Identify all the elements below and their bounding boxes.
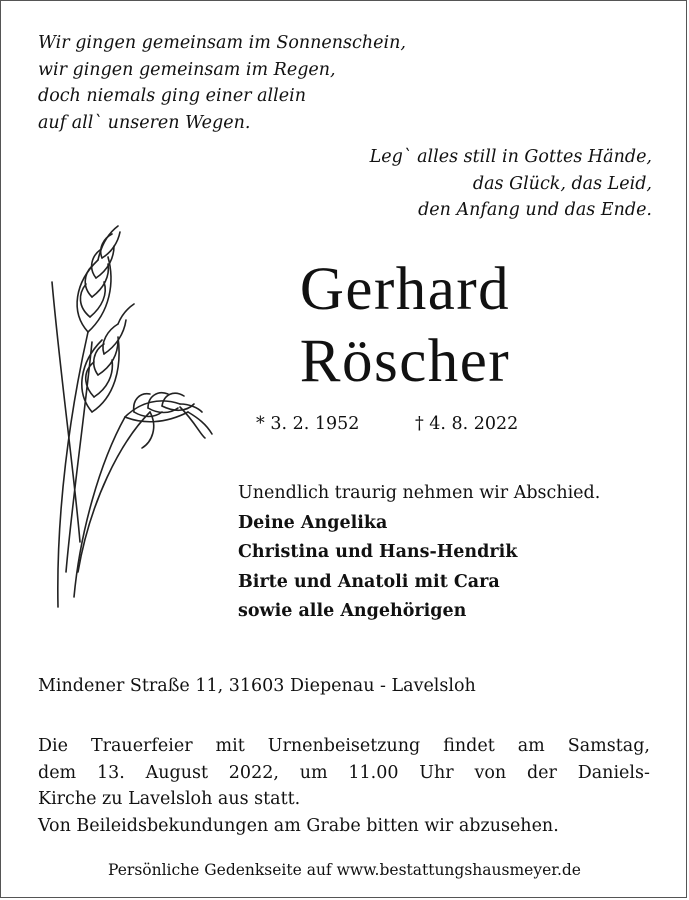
- poem-right-line: den Anfang und das Ende.: [418, 200, 652, 220]
- farewell-intro: Unendlich traurig nehmen wir Abschied.: [238, 483, 601, 503]
- life-dates: [256, 414, 518, 434]
- mourner: Deine Angelika: [238, 512, 388, 533]
- website-note[interactable]: Persönliche Gedenkseite auf www.bestattungshausmeyer.de: [108, 861, 581, 879]
- ceremony-line-1: [38, 733, 650, 760]
- poem-left-line: doch niemals ging einer allein: [38, 86, 306, 106]
- address: Mindener Straße 11, 31603 Diepenau - Lavelsloh: [38, 676, 476, 696]
- poem-left-line: wir gingen gemeinsam im Regen,: [38, 59, 336, 80]
- ceremony-word: Trauerfeier: [90, 736, 193, 756]
- birth-date: * 3. 2. 1952: [256, 414, 360, 434]
- ceremony-word: von: [474, 762, 507, 783]
- poem-right-line: das Glück, das Leid,: [472, 173, 652, 194]
- ceremony-word: Uhr: [419, 762, 454, 783]
- last-name: Röscher: [299, 328, 511, 395]
- ceremony-word: Samstag,: [567, 736, 650, 756]
- poem-left-line: auf all` unseren Wegen.: [38, 112, 251, 133]
- ceremony-word: um: [299, 762, 328, 783]
- ceremony-word: Daniels-: [577, 762, 650, 783]
- deceased-name: [240, 254, 570, 398]
- poem-right-line: Leg` alles still in Gottes Hände,: [369, 147, 652, 167]
- ceremony-word: am: [517, 736, 545, 756]
- ceremony-word: mit: [215, 736, 245, 756]
- poem-right: [370, 144, 652, 224]
- wheat-ears-icon: [30, 212, 220, 612]
- poem-left: [38, 30, 406, 136]
- ceremony-word: 13.: [96, 762, 125, 783]
- ceremony-line-2: [38, 760, 650, 787]
- ceremony-text: [38, 733, 650, 813]
- family-block: [238, 479, 600, 627]
- condolence-note: Von Beileidsbekundungen am Grabe bitten wir abzusehen.: [38, 816, 559, 836]
- ceremony-line-3: Kirche zu Lavelsloh aus statt.: [38, 789, 301, 809]
- ceremony-word: Die: [38, 736, 68, 756]
- death-date: † 4. 8. 2022: [414, 414, 519, 434]
- ceremony-word: dem: [38, 762, 77, 783]
- mourner: Birte und Anatoli mit Cara: [238, 571, 500, 592]
- ceremony-word: 2022,: [228, 762, 279, 783]
- ceremony-word: August: [145, 762, 208, 783]
- first-name: Gerhard: [299, 256, 511, 323]
- mourner: sowie alle Angehörigen: [238, 601, 467, 621]
- ceremony-word: 11.00: [348, 762, 399, 783]
- ceremony-word: findet: [443, 736, 495, 756]
- ceremony-word: Urnenbeisetzung: [267, 736, 421, 756]
- poem-left-line: Wir gingen gemeinsam im Sonnenschein,: [38, 33, 406, 53]
- ceremony-word: der: [526, 762, 557, 783]
- mourner: Christina und Hans-Hendrik: [238, 542, 518, 562]
